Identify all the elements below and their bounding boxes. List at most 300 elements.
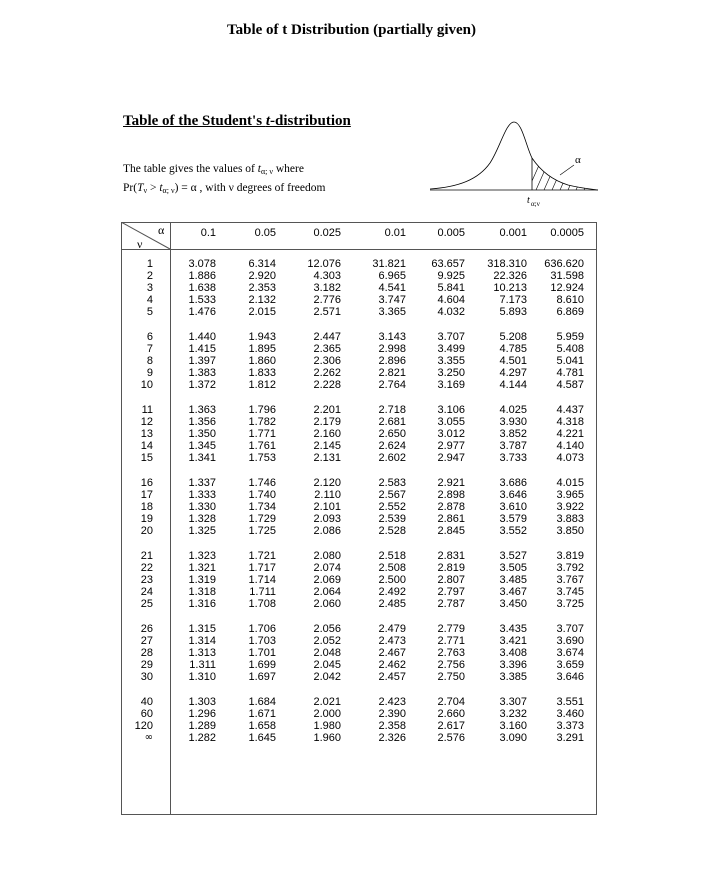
value-cell: 1.684	[248, 696, 276, 708]
value-cell: 1.319	[188, 574, 216, 586]
nu-cell: 2	[146, 270, 153, 282]
table-row	[0, 623, 703, 635]
value-cell: 12.076	[307, 258, 341, 270]
value-cell: 1.383	[188, 367, 216, 379]
value-cell: 2.473	[378, 635, 406, 647]
value-cell: 2.015	[248, 306, 276, 318]
value-cell: 1.812	[248, 379, 276, 391]
value-cell: 2.074	[313, 562, 341, 574]
value-cell: 1.314	[188, 635, 216, 647]
value-cell: 2.485	[378, 598, 406, 610]
value-cell: 3.450	[499, 598, 527, 610]
value-cell: 1.638	[188, 282, 216, 294]
value-cell: 3.385	[499, 671, 527, 683]
value-cell: 1.476	[188, 306, 216, 318]
value-cell: 1.729	[248, 513, 276, 525]
value-cell: 1.289	[188, 720, 216, 732]
value-cell: 2.807	[437, 574, 465, 586]
nu-cell: 23	[140, 574, 153, 586]
value-cell: 2.845	[437, 525, 465, 537]
value-cell: 2.831	[437, 550, 465, 562]
value-cell: 1.645	[248, 732, 276, 744]
value-cell: 4.144	[499, 379, 527, 391]
table-row	[0, 452, 703, 464]
desc-prefix: The table gives the values of	[123, 163, 255, 175]
nu-cell: 24	[140, 586, 153, 598]
nu-cell: 15	[140, 452, 153, 464]
value-cell: 2.764	[378, 379, 406, 391]
value-cell: 2.262	[313, 367, 341, 379]
nu-cell: 17	[140, 489, 153, 501]
value-cell: 3.012	[437, 428, 465, 440]
alpha-pointer	[560, 165, 574, 175]
value-cell: 2.797	[437, 586, 465, 598]
nu-cell: ∞	[144, 732, 153, 743]
value-cell: 2.718	[378, 404, 406, 416]
value-cell: 4.587	[556, 379, 584, 391]
value-cell: 1.313	[188, 647, 216, 659]
value-cell: 3.883	[556, 513, 584, 525]
value-cell: 5.208	[499, 331, 527, 343]
value-cell: 2.060	[313, 598, 341, 610]
value-cell: 2.365	[313, 343, 341, 355]
value-cell: 2.787	[437, 598, 465, 610]
value-cell: 3.767	[556, 574, 584, 586]
value-cell: 1.333	[188, 489, 216, 501]
value-cell: 3.365	[378, 306, 406, 318]
value-cell: 1.895	[248, 343, 276, 355]
value-cell: 1.311	[189, 659, 216, 671]
value-cell: 1.325	[188, 525, 216, 537]
value-cell: 3.686	[499, 477, 527, 489]
nu-cell: 9	[146, 367, 153, 379]
value-cell: 3.143	[378, 331, 406, 343]
value-cell: 2.776	[313, 294, 341, 306]
alpha-label: α	[575, 154, 581, 166]
value-cell: 1.746	[248, 477, 276, 489]
value-cell: 3.505	[499, 562, 527, 574]
value-cell: 3.852	[499, 428, 527, 440]
value-cell: 3.930	[499, 416, 527, 428]
value-cell: 1.671	[248, 708, 276, 720]
value-cell: 3.551	[556, 696, 584, 708]
value-cell: 4.501	[499, 355, 527, 367]
table-row	[0, 355, 703, 367]
nu-cell: 4	[146, 294, 153, 306]
desc-t-sub: α; ν	[260, 167, 273, 176]
value-cell: 4.140	[556, 440, 584, 452]
nu-cell: 28	[140, 647, 153, 659]
nu-cell: 20	[140, 525, 153, 537]
value-cell: 2.771	[437, 635, 465, 647]
value-cell: 1.860	[248, 355, 276, 367]
value-cell: 636.620	[544, 258, 584, 270]
nu-cell: 16	[140, 477, 153, 489]
t-label-sub: α;ν	[531, 200, 540, 208]
value-cell: 1.363	[188, 404, 216, 416]
value-cell: 2.681	[378, 416, 406, 428]
value-cell: 3.690	[556, 635, 584, 647]
value-cell: 1.706	[248, 623, 276, 635]
value-cell: 2.080	[313, 550, 341, 562]
nu-cell: 22	[140, 562, 153, 574]
value-cell: 2.763	[437, 647, 465, 659]
alpha-header-0.1: 0.1	[200, 227, 216, 239]
value-cell: 2.052	[313, 635, 341, 647]
value-cell: 3.659	[556, 659, 584, 671]
value-cell: 2.947	[437, 452, 465, 464]
value-cell: 4.025	[499, 404, 527, 416]
value-cell: 1.337	[188, 477, 216, 489]
value-cell: 9.925	[437, 270, 465, 282]
table-row	[0, 647, 703, 659]
value-cell: 1.701	[248, 647, 276, 659]
value-cell: 1.980	[313, 720, 341, 732]
value-cell: 2.457	[378, 671, 406, 683]
value-cell: 2.660	[437, 708, 465, 720]
value-cell: 2.042	[313, 671, 341, 683]
value-cell: 6.314	[248, 258, 276, 270]
desc2-suffix: ) = α , with ν degrees of freedom	[174, 182, 326, 194]
table-row	[0, 343, 703, 355]
value-cell: 4.785	[499, 343, 527, 355]
value-cell: 5.893	[499, 306, 527, 318]
nu-cell: 1	[146, 258, 153, 270]
value-cell: 2.390	[378, 708, 406, 720]
value-cell: 3.408	[499, 647, 527, 659]
nu-cell: 25	[140, 598, 153, 610]
header-divider	[121, 249, 597, 250]
value-cell: 2.353	[248, 282, 276, 294]
value-cell: 1.711	[249, 586, 276, 598]
value-cell: 5.041	[556, 355, 584, 367]
value-cell: 2.056	[313, 623, 341, 635]
alpha-header-0.005: 0.005	[437, 227, 465, 239]
value-cell: 1.697	[248, 671, 276, 683]
value-cell: 3.646	[499, 489, 527, 501]
value-cell: 2.920	[248, 270, 276, 282]
value-cell: 3.467	[499, 586, 527, 598]
description-line-2	[123, 182, 325, 195]
page-title: Table of t Distribution (partially given)	[226, 22, 477, 38]
table-row	[0, 306, 703, 318]
value-cell: 3.646	[556, 671, 584, 683]
value-cell: 3.707	[556, 623, 584, 635]
density-curve	[430, 122, 598, 190]
value-cell: 3.460	[556, 708, 584, 720]
value-cell: 2.921	[437, 477, 465, 489]
value-cell: 4.297	[499, 367, 527, 379]
value-cell: 31.821	[372, 258, 406, 270]
value-cell: 3.527	[499, 550, 527, 562]
value-cell: 4.073	[556, 452, 584, 464]
value-cell: 1.316	[188, 598, 216, 610]
value-cell: 2.479	[378, 623, 406, 635]
value-cell: 2.779	[437, 623, 465, 635]
value-cell: 2.539	[378, 513, 406, 525]
value-cell: 3.850	[556, 525, 584, 537]
value-cell: 1.721	[248, 550, 276, 562]
value-cell: 2.069	[313, 574, 341, 586]
value-cell: 3.078	[188, 258, 216, 270]
value-cell: 1.796	[248, 404, 276, 416]
table-row	[0, 696, 703, 708]
value-cell: 2.045	[313, 659, 341, 671]
value-cell: 3.579	[499, 513, 527, 525]
value-cell: 2.228	[313, 379, 341, 391]
nu-cell: 11	[141, 404, 153, 416]
value-cell: 63.657	[431, 258, 465, 270]
value-cell: 1.296	[188, 708, 216, 720]
table-row	[0, 258, 703, 270]
value-cell: 2.583	[378, 477, 406, 489]
value-cell: 2.000	[313, 708, 341, 720]
value-cell: 2.602	[378, 452, 406, 464]
value-cell: 1.943	[248, 331, 276, 343]
value-cell: 1.740	[248, 489, 276, 501]
nu-cell: 29	[140, 659, 153, 671]
value-cell: 1.282	[188, 732, 216, 744]
value-cell: 2.508	[378, 562, 406, 574]
nu-cell: 26	[140, 623, 153, 635]
alpha-header-0.05: 0.05	[254, 227, 276, 239]
table-row	[0, 270, 703, 282]
value-cell: 2.518	[378, 550, 406, 562]
value-cell: 1.415	[188, 343, 216, 355]
value-cell: 1.345	[188, 440, 216, 452]
value-cell: 2.819	[437, 562, 465, 574]
value-cell: 2.977	[437, 440, 465, 452]
value-cell: 4.221	[556, 428, 584, 440]
table-row	[0, 416, 703, 428]
table-row	[0, 331, 703, 343]
value-cell: 2.576	[437, 732, 465, 744]
value-cell: 1.886	[188, 270, 216, 282]
value-cell: 1.533	[188, 294, 216, 306]
value-cell: 1.330	[188, 501, 216, 513]
value-cell: 2.898	[437, 489, 465, 501]
value-cell: 2.160	[313, 428, 341, 440]
value-cell: 3.725	[556, 598, 584, 610]
value-cell: 3.232	[499, 708, 527, 720]
value-cell: 2.306	[313, 355, 341, 367]
value-cell: 3.106	[437, 404, 465, 416]
value-cell: 318.310	[487, 258, 527, 270]
value-cell: 2.650	[378, 428, 406, 440]
value-cell: 2.492	[378, 586, 406, 598]
value-cell: 2.093	[313, 513, 341, 525]
value-cell: 1.397	[188, 355, 216, 367]
value-cell: 3.307	[499, 696, 527, 708]
desc2-prefix: Pr(	[123, 182, 138, 194]
value-cell: 4.781	[556, 367, 584, 379]
table-row	[0, 513, 703, 525]
value-cell: 2.467	[378, 647, 406, 659]
value-cell: 1.703	[248, 635, 276, 647]
table-row	[0, 440, 703, 452]
value-cell: 3.485	[499, 574, 527, 586]
table-row	[0, 562, 703, 574]
table-row	[0, 598, 703, 610]
value-cell: 3.745	[556, 586, 584, 598]
t-distribution-curve-figure	[428, 118, 600, 210]
value-cell: 3.373	[556, 720, 584, 732]
value-cell: 5.841	[437, 282, 465, 294]
value-cell: 2.617	[437, 720, 465, 732]
desc2-t-sub: α; ν	[162, 186, 175, 195]
value-cell: 3.396	[499, 659, 527, 671]
table-row	[0, 720, 703, 732]
value-cell: 2.567	[378, 489, 406, 501]
value-cell: 1.318	[188, 586, 216, 598]
value-cell: 2.064	[313, 586, 341, 598]
value-cell: 3.250	[437, 367, 465, 379]
value-cell: 2.878	[437, 501, 465, 513]
value-cell: 2.447	[313, 331, 341, 343]
value-cell: 4.437	[556, 404, 584, 416]
value-cell: 2.132	[248, 294, 276, 306]
value-cell: 1.372	[188, 379, 216, 391]
nu-cell: 12	[140, 416, 153, 428]
value-cell: 1.960	[313, 732, 341, 744]
value-cell: 2.750	[437, 671, 465, 683]
value-cell: 1.753	[248, 452, 276, 464]
alpha-header-0.001: 0.001	[499, 227, 527, 239]
value-cell: 2.756	[437, 659, 465, 671]
value-cell: 3.291	[556, 732, 584, 744]
value-cell: 2.462	[378, 659, 406, 671]
nu-cell: 40	[140, 696, 153, 708]
value-cell: 2.101	[313, 501, 341, 513]
value-cell: 4.032	[437, 306, 465, 318]
section-title-after: -distribution	[269, 113, 351, 129]
value-cell: 1.303	[188, 696, 216, 708]
value-cell: 5.408	[556, 343, 584, 355]
value-cell: 3.160	[499, 720, 527, 732]
value-cell: 1.725	[248, 525, 276, 537]
value-cell: 31.598	[550, 270, 584, 282]
value-cell: 2.423	[378, 696, 406, 708]
desc2-T-sub: ν	[143, 186, 148, 195]
value-cell: 3.674	[556, 647, 584, 659]
value-cell: 4.015	[556, 477, 584, 489]
desc2-T: T	[137, 182, 144, 194]
value-cell: 4.303	[313, 270, 341, 282]
value-cell: 1.761	[248, 440, 276, 452]
value-cell: 2.704	[437, 696, 465, 708]
value-cell: 3.922	[556, 501, 584, 513]
value-cell: 3.552	[499, 525, 527, 537]
value-cell: 1.356	[188, 416, 216, 428]
value-cell: 3.819	[556, 550, 584, 562]
value-cell: 4.541	[378, 282, 406, 294]
value-cell: 2.571	[313, 306, 341, 318]
value-cell: 1.782	[248, 416, 276, 428]
value-cell: 2.528	[378, 525, 406, 537]
description-line-1	[123, 163, 304, 176]
value-cell: 1.833	[248, 367, 276, 379]
value-cell: 3.792	[556, 562, 584, 574]
table-row	[0, 501, 703, 513]
nu-cell: 14	[140, 440, 153, 452]
value-cell: 3.733	[499, 452, 527, 464]
nu-cell: 120	[134, 720, 153, 732]
nu-cell: 5	[146, 306, 153, 318]
value-cell: 3.355	[437, 355, 465, 367]
value-cell: 1.658	[248, 720, 276, 732]
value-cell: 1.699	[248, 659, 276, 671]
desc-t: t	[257, 163, 261, 175]
value-cell: 4.318	[556, 416, 584, 428]
value-cell: 2.048	[313, 647, 341, 659]
value-cell: 12.924	[550, 282, 584, 294]
value-cell: 3.435	[499, 623, 527, 635]
alpha-header-0.025: 0.025	[313, 227, 341, 239]
nu-cell: 7	[146, 343, 153, 355]
value-cell: 3.610	[499, 501, 527, 513]
table-row	[0, 525, 703, 537]
nu-cell: 8	[146, 355, 153, 367]
nu-cell: 30	[140, 671, 153, 683]
desc2-gt: >	[147, 182, 160, 194]
table-row	[0, 574, 703, 586]
value-cell: 1.714	[248, 574, 276, 586]
nu-header-symbol: ν	[137, 237, 143, 251]
value-cell: 2.552	[378, 501, 406, 513]
nu-cell: 13	[140, 428, 153, 440]
nu-cell: 21	[140, 550, 153, 562]
table-row	[0, 404, 703, 416]
value-cell: 1.315	[188, 623, 216, 635]
value-cell: 2.131	[313, 452, 341, 464]
table-row	[0, 294, 703, 306]
value-cell: 2.358	[378, 720, 406, 732]
table-row	[0, 586, 703, 598]
value-cell: 3.707	[437, 331, 465, 343]
nu-cell: 10	[140, 379, 153, 391]
table-row	[0, 708, 703, 720]
table-row	[0, 367, 703, 379]
value-cell: 3.499	[437, 343, 465, 355]
value-cell: 2.021	[313, 696, 341, 708]
nu-cell: 27	[140, 635, 153, 647]
value-cell: 1.440	[188, 331, 216, 343]
value-cell: 2.179	[313, 416, 341, 428]
value-cell: 8.610	[556, 294, 584, 306]
value-cell: 1.310	[188, 671, 216, 683]
value-cell: 6.965	[378, 270, 406, 282]
value-cell: 5.959	[556, 331, 584, 343]
alpha-header-symbol: α	[158, 223, 165, 237]
value-cell: 2.896	[378, 355, 406, 367]
value-cell: 1.321	[188, 562, 216, 574]
value-cell: 3.965	[556, 489, 584, 501]
table-row	[0, 428, 703, 440]
value-cell: 1.323	[188, 550, 216, 562]
value-cell: 3.747	[378, 294, 406, 306]
t-label: t	[527, 195, 530, 206]
alpha-header-0.01: 0.01	[384, 227, 406, 239]
table-row	[0, 671, 703, 683]
value-cell: 2.201	[313, 404, 341, 416]
value-cell: 3.421	[499, 635, 527, 647]
value-cell: 2.120	[313, 477, 341, 489]
value-cell: 22.326	[493, 270, 527, 282]
value-cell: 1.350	[188, 428, 216, 440]
table-row	[0, 489, 703, 501]
table-row	[0, 282, 703, 294]
value-cell: 3.169	[437, 379, 465, 391]
